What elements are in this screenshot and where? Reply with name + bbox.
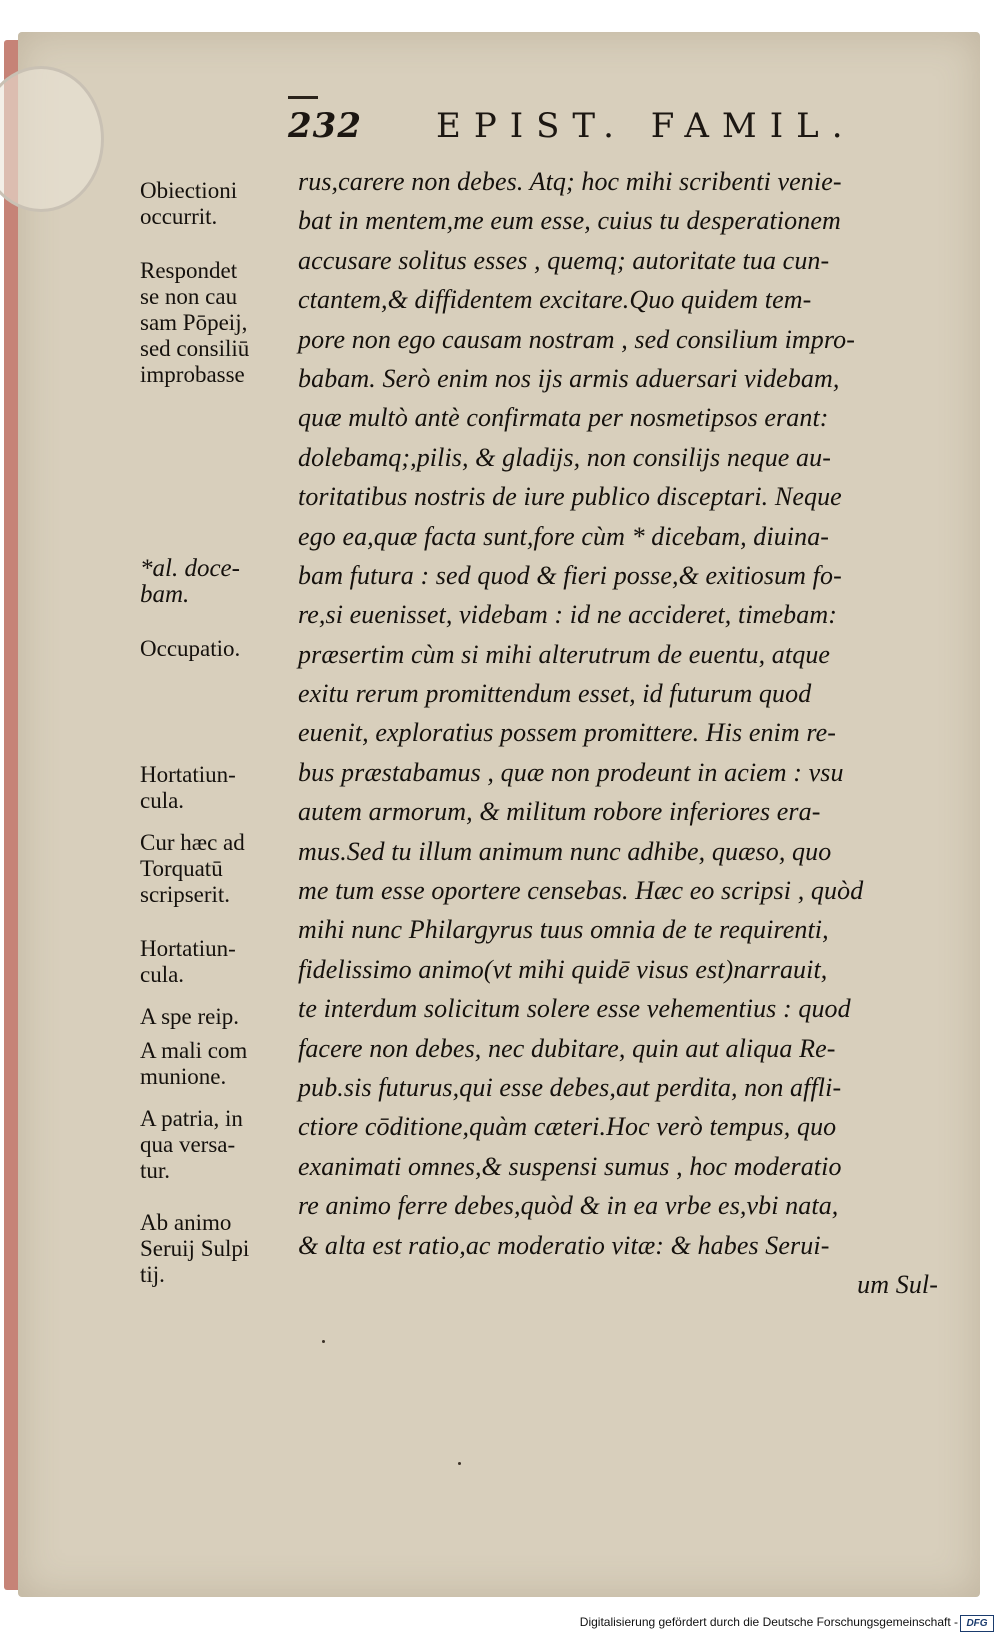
- text-line: præsertim cùm si mihi alterutrum de euentu, atque: [298, 639, 831, 669]
- text-line: rus,carere non debes. Atq; hoc mihi scribenti venie-: [298, 167, 842, 196]
- margin-note-obiectioni: Obiectioni occurrit.: [140, 178, 238, 229]
- margin-note-a-mali: A mali com munione.: [140, 1038, 248, 1089]
- text-line: ctiore cōditione,quàm cæteri.Hoc verò tempus, quo: [298, 1112, 837, 1142]
- text-line: autem armorum, & militum robore inferiores era-: [298, 797, 821, 827]
- main-text: [298, 162, 974, 1304]
- text-line: ctantem,& diffidentem excitare.Quo quidem tem-: [298, 285, 812, 315]
- margin-note-a-patria: A patria, in qua versa- tur.: [140, 1106, 243, 1183]
- text-line: ego ea,quæ facta sunt,fore cùm * dicebam, diuina-: [298, 521, 830, 551]
- margin-note-a-spe: A spe reip.: [140, 1004, 240, 1029]
- text-line: fidelissimo animo(vt mihi quidē visus est)narrauit,: [298, 954, 828, 984]
- text-line: te interdum solicitum solere esse vehementius : quod: [298, 994, 851, 1024]
- margin-note-cur-haec: Cur hæc ad Torquatū scripserit.: [140, 830, 245, 907]
- text-line: pore non ego causam nostram , sed consilium impro-: [298, 324, 855, 354]
- text-line: exitu rerum promittendum esset, id futurum quod: [298, 679, 812, 709]
- text-line: pub.sis futurus,qui esse debes,aut perdita, non affli-: [298, 1072, 842, 1102]
- margin-note-occupatio: Occupatio.: [140, 636, 241, 661]
- text-line: babam. Serò enim nos ijs armis aduersari videbam,: [298, 363, 840, 393]
- text-line: quæ multò antè confirmata per nosmetipsos erant:: [298, 403, 829, 433]
- page-header: [288, 104, 888, 148]
- page-number: 232: [288, 106, 362, 146]
- margin-note-respondet: Respondet se non cau sam Pōpeij, sed consiliū improbasse: [140, 258, 250, 387]
- page-clip-icon: [0, 66, 104, 212]
- text-line: accusare solitus esses , quemq; autoritate tua cun-: [298, 245, 830, 275]
- text-line: re,si euenisset, videbam : id ne accideret, timebam:: [298, 600, 837, 630]
- text-line: euenit, exploratius possem promittere. His enim re-: [298, 718, 837, 748]
- text-line: mihi nunc Philargyrus tuus omnia de te requirenti,: [298, 915, 829, 945]
- text-line: facere non debes, nec dubitare, quin aut aliqua Re-: [298, 1033, 836, 1063]
- running-head: EPIST. FAMIL.: [436, 106, 856, 146]
- text-line: me tum esse oportere censebas. Hæc eo scripsi , quòd: [298, 876, 864, 906]
- text-line: mus.Sed tu illum animum nunc adhibe, quæso, quo: [298, 836, 832, 866]
- text-line: dolebamq;,pilis, & gladijs, non consilijs neque au-: [298, 442, 832, 472]
- text-line: um Sul-: [857, 1269, 938, 1299]
- ink-speck: [322, 1340, 325, 1343]
- ink-speck: [458, 1462, 461, 1465]
- text-line: bam futura : sed quod & fieri posse,& exitiosum fo-: [298, 560, 842, 590]
- text-line: exanimati omnes,& suspensi sumus , hoc moderatio: [298, 1151, 842, 1181]
- text-line: bat in mentem,me eum esse, cuius tu desperationem: [298, 206, 841, 236]
- text-line: toritatibus nostris de iure publico disceptari. Neque: [298, 482, 842, 512]
- text-line: & alta est ratio,ac moderatio vitæ: & habes Serui-: [298, 1230, 830, 1260]
- digitization-footer: [0, 1612, 1000, 1634]
- margin-note-variant-reading: *al. doce- bam.: [140, 555, 240, 608]
- margin-note-ab-animo: Ab animo Seruij Sulpi tij.: [140, 1210, 250, 1287]
- text-line: bus præstabamus , quæ non prodeunt in aciem : vsu: [298, 757, 844, 787]
- funding-note: Digitalisierung gefördert durch die Deutsche Forschungsgemeinschaft -: [579, 1615, 958, 1629]
- header-ornament: [288, 96, 318, 99]
- margin-note-hortatiuncula-2: Hortatiun- cula.: [140, 936, 236, 987]
- dfg-logo-icon: DFG: [960, 1615, 994, 1632]
- margin-note-hortatiuncula-1: Hortatiun- cula.: [140, 762, 236, 813]
- text-line: re animo ferre debes,quòd & in ea vrbe es,vbi nata,: [298, 1191, 839, 1221]
